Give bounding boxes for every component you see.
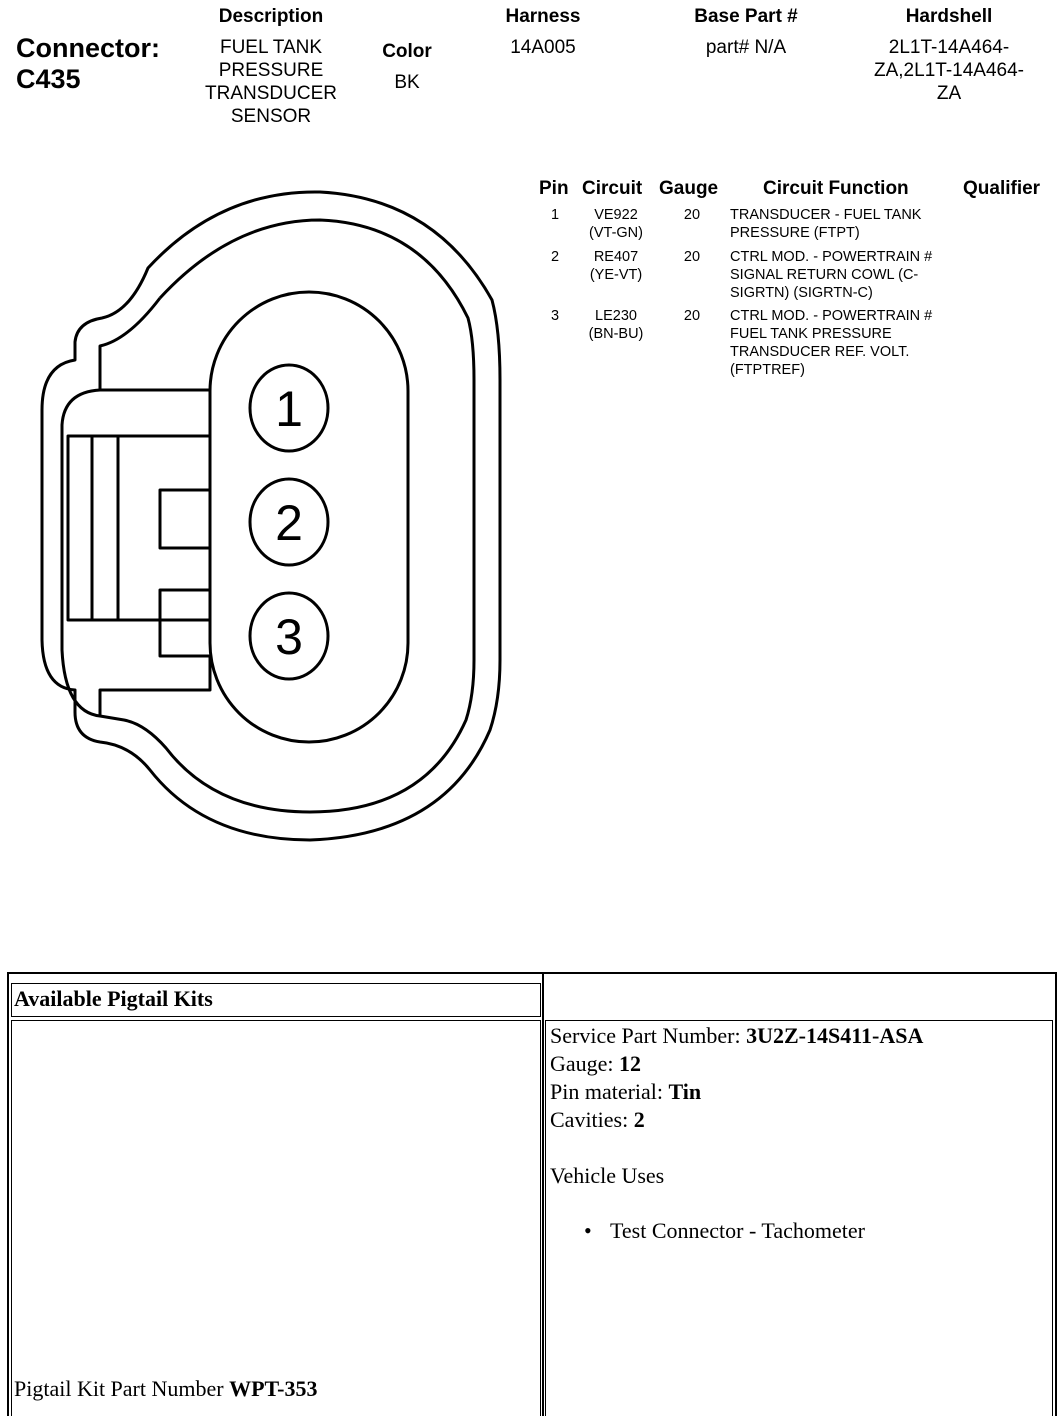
hardshell-line: ZA,2L1T-14A464- (874, 60, 1024, 81)
column-divider (542, 974, 544, 1416)
function-line: TRANSDUCER - FUEL TANK (730, 207, 922, 223)
description-value (190, 36, 352, 128)
cavities-label: Cavities: (550, 1107, 634, 1132)
pin-function (730, 248, 932, 302)
base-part-label: Base Part # (694, 6, 798, 27)
function-line: (FTPTREF) (730, 362, 805, 378)
cavities-value: 2 (633, 1107, 645, 1132)
pin-gauge: 20 (683, 308, 701, 324)
kit-part-value: WPT-353 (229, 1376, 318, 1401)
pin-1-label: 1 (275, 381, 303, 437)
housing-inner (68, 220, 474, 812)
qualifier-header: Qualifier (963, 178, 1041, 199)
harness-value: 14A005 (510, 37, 576, 58)
vehicle-uses-label: Vehicle Uses (550, 1163, 665, 1188)
service-part-row (550, 1022, 923, 1050)
gauge-label: Gauge: (550, 1051, 620, 1076)
pin-function (730, 307, 932, 379)
hardshell-label: Hardshell (905, 6, 993, 27)
color-value: BK (394, 72, 420, 93)
pin-circuit (576, 248, 656, 284)
gauge-value: 12 (619, 1051, 642, 1076)
cavities-row (550, 1106, 923, 1134)
circuit-color: (BN-BU) (588, 326, 644, 342)
connector-label: Connector: (16, 33, 160, 63)
hardshell-line: 2L1T-14A464- (888, 37, 1010, 58)
circuit-function-header: Circuit Function (763, 178, 909, 199)
pin-2-label: 2 (275, 495, 303, 551)
pin-3-label: 3 (275, 609, 303, 665)
color-label: Color (382, 41, 432, 62)
pin-number: 3 (550, 308, 560, 324)
connector-title (16, 33, 160, 95)
description-line: TRANSDUCER (205, 83, 337, 104)
connector-diagram (0, 160, 520, 850)
circuit-code: LE230 (595, 308, 637, 324)
base-part-value: part# N/A (705, 37, 787, 58)
function-line: CTRL MOD. - POWERTRAIN # (730, 249, 933, 265)
pin-circuit (576, 206, 656, 242)
kit-image-cell (11, 1020, 541, 1416)
pin-material-value: Tin (668, 1079, 702, 1104)
circuit-color: (YE-VT) (589, 267, 643, 283)
pin-header: Pin (539, 178, 569, 199)
description-line: SENSOR (230, 106, 312, 127)
gauge-header: Gauge (659, 178, 719, 199)
pin-gauge: 20 (683, 249, 701, 265)
function-line: TRANSDUCER REF. VOLT. (730, 344, 910, 360)
pin-number: 1 (550, 207, 560, 223)
hardshell-value (850, 36, 1048, 105)
description-line: PRESSURE (218, 60, 324, 81)
kit-part-label: Pigtail Kit Part Number (14, 1376, 230, 1401)
circuit-header: Circuit (582, 178, 643, 199)
pin-circuit (576, 307, 656, 343)
pin-material-label: Pin material: (550, 1079, 669, 1104)
function-line: CTRL MOD. - POWERTRAIN # (730, 308, 933, 324)
circuit-code: VE922 (594, 207, 638, 223)
pin-material-row (550, 1078, 923, 1106)
harness-label: Harness (505, 6, 581, 27)
description-label: Description (218, 6, 324, 27)
pigtail-kit-part-number (14, 1376, 318, 1402)
circuit-color: (VT-GN) (589, 225, 643, 241)
pigtail-kits-title: Available Pigtail Kits (14, 986, 213, 1011)
service-part-label: Service Part Number: (550, 1023, 747, 1048)
pin-gauge: 20 (683, 207, 701, 223)
hardshell-line: ZA (936, 83, 962, 104)
function-line: SIGRTN) (SIGRTN-C) (730, 285, 873, 301)
description-line: FUEL TANK (219, 37, 323, 58)
pin-function (730, 206, 921, 242)
vehicle-use-item: • Test Connector - Tachometer (586, 1218, 865, 1244)
gauge-row (550, 1050, 923, 1078)
pin-number: 2 (550, 249, 560, 265)
circuit-code: RE407 (593, 249, 639, 265)
function-line: SIGNAL RETURN COWL (C- (730, 267, 919, 283)
kit-info (550, 1022, 923, 1190)
function-line: PRESSURE (FTPT) (730, 225, 860, 241)
function-line: FUEL TANK PRESSURE (730, 326, 892, 342)
service-part-value: 3U2Z-14S411-ASA (746, 1023, 924, 1048)
vehicle-uses-list (586, 1218, 865, 1244)
connector-id: C435 (16, 64, 81, 94)
housing-outer (42, 192, 500, 840)
